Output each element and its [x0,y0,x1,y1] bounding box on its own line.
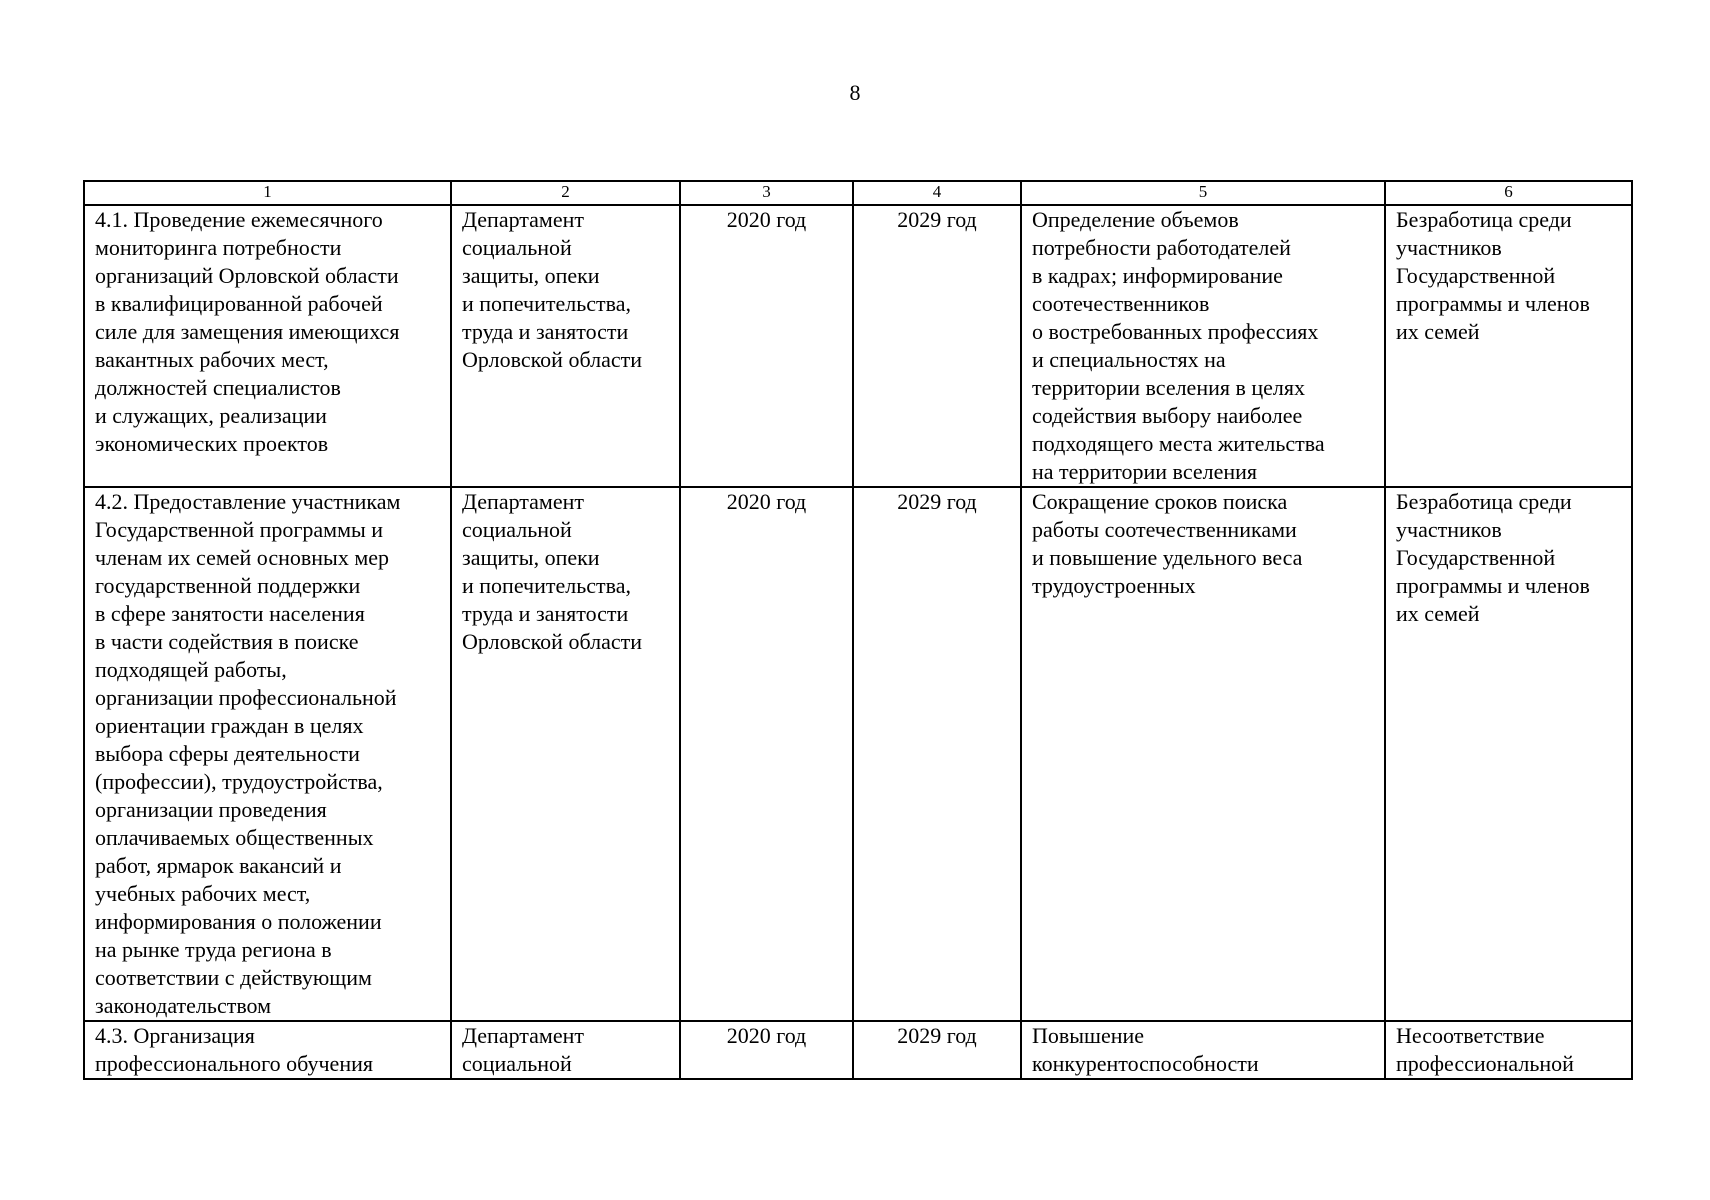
executor-text: Департамент социальной [462,1023,585,1076]
risk-text: Несоответствие профессиональной [1396,1023,1574,1076]
executor-text: Департамент социальной защиты, опеки и попечительства, труда и занятости Орловской области [462,207,642,372]
measure-text: 4.1. Проведение ежемесячного мониторинга потребности организаций Орловской области в квалифицированной рабочей силе для замещения имеющихся вакантных рабочих мест, должностей специалистов и служащих, реализации экономических проектов [95,207,400,456]
executor-text: Департамент социальной защиты, опеки и попечительства, труда и занятости Орловской области [462,489,642,654]
start-text: 2020 год [726,1023,807,1048]
column-header: 1 [84,181,451,205]
measure-cell [84,205,451,487]
end-cell [853,1021,1021,1079]
executor-cell [451,487,680,1021]
risk-cell [1385,205,1632,487]
table-row [84,205,1632,487]
page-number: 8 [849,80,861,105]
table-row [84,487,1632,1021]
column-header: 5 [1021,181,1385,205]
measure-text: 4.2. Предоставление участникам Государственной программы и членам их семей основных мер государственной поддержки в сфере занятости населения в части содействия в поиске подходящей работы, организации профессиональной ориентации граждан в целях выбора сферы деятельности (профессии), трудоустройства, организации проведения оплачиваемых общественных работ, ярмарок вакансий и учебных рабочих мест, информирования о положении на рынке труда региона в соответствии с действующим законодательством [95,489,401,1018]
result-text: Повышение конкурентоспособности [1032,1023,1259,1076]
result-cell [1021,205,1385,487]
executor-cell [451,1021,680,1079]
end-cell [853,205,1021,487]
risk-cell [1385,487,1632,1021]
column-header: 6 [1385,181,1632,205]
result-text: Сокращение сроков поиска работы соотечественниками и повышение удельного веса трудоустроенных [1032,489,1303,598]
end-text: 2029 год [897,207,977,232]
start-cell [680,1021,853,1079]
start-cell [680,205,853,487]
start-text: 2020 год [726,207,807,232]
risk-text: Безработица среди участников Государственной программы и членов их семей [1396,207,1590,344]
start-cell [680,487,853,1021]
end-text: 2029 год [897,1023,977,1048]
result-text: Определение объемов потребности работодателей в кадрах; информирование соотечественников о востребованных профессиях и специальностях на территории вселения в целях содействия выбору наиболее подходящего места жительства на территории вселения [1032,207,1325,484]
start-text: 2020 год [726,489,807,514]
column-header: 4 [853,181,1021,205]
executor-cell [451,205,680,487]
table-header-row [84,181,1632,205]
result-cell [1021,1021,1385,1079]
result-cell [1021,487,1385,1021]
column-header: 2 [451,181,680,205]
end-cell [853,487,1021,1021]
column-header: 3 [680,181,853,205]
measures-table [83,180,1633,1080]
measure-cell [84,1021,451,1079]
table-row [84,1021,1632,1079]
measure-cell [84,487,451,1021]
risk-cell [1385,1021,1632,1079]
risk-text: Безработица среди участников Государственной программы и членов их семей [1396,489,1590,626]
measure-text: 4.3. Организация профессионального обучения [95,1023,373,1076]
end-text: 2029 год [897,489,977,514]
